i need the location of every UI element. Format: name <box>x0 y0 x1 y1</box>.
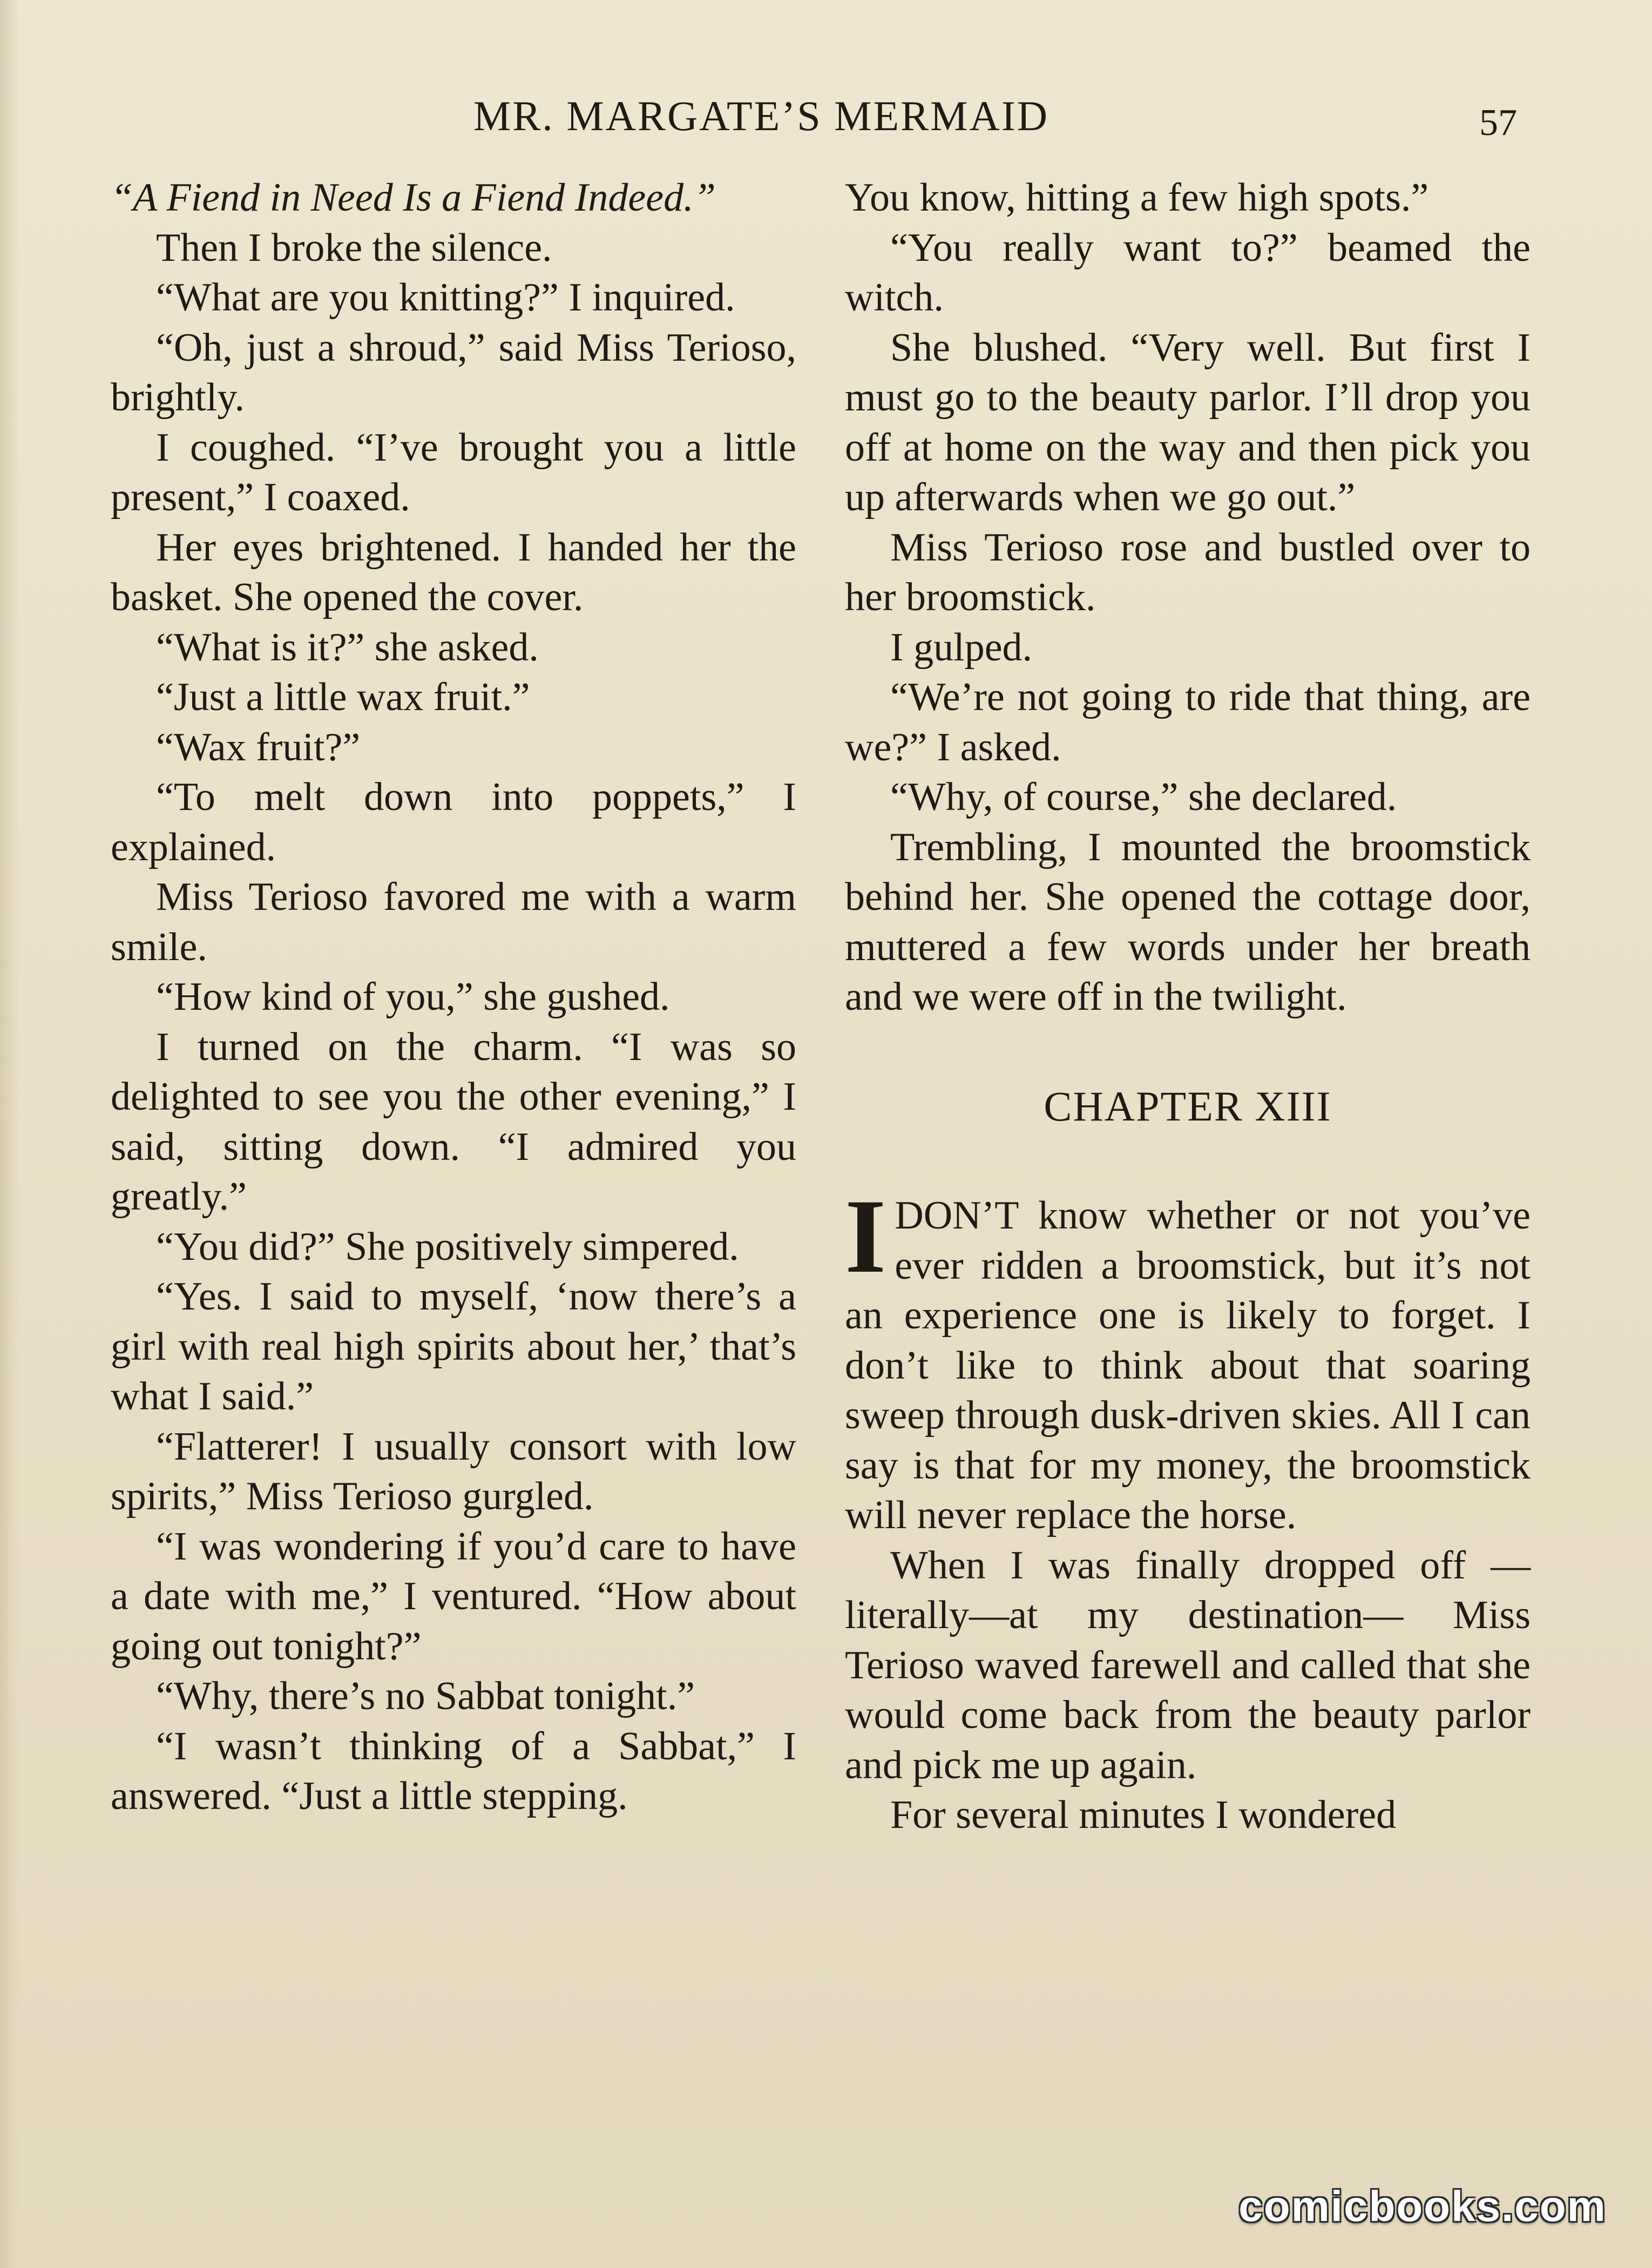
paragraph: Miss Terioso rose and bustled over to her broomstick. <box>845 525 1531 619</box>
running-title: MR. MARGATE’S MERMAID <box>473 92 1050 139</box>
paragraph: “Flatterer! I usually consort with low spirits,” Miss Terioso gurgled. <box>111 1424 796 1518</box>
paragraph: “Why, of course,” she declared. <box>890 775 1397 819</box>
paragraph: When I was finally dropped off —literally—at my destination— Miss Terioso waved farewell and called that she would come back from the beauty parlor and pick me up again. <box>845 1543 1531 1787</box>
paragraph: “What are you knitting?” I inquired. <box>156 275 735 320</box>
paragraph: “Just a little wax fruit.” <box>156 675 530 719</box>
chapter-heading: CHAPTER XIII <box>1044 1082 1332 1130</box>
page-header <box>0 92 1652 146</box>
paragraph: “Yes. I said to myself, ‘now there’s a girl with real high spirits about her,’ that’s what I said.” <box>111 1274 796 1419</box>
paragraph: Her eyes brightened. I handed her the basket. She opened the cover. <box>111 525 796 619</box>
paragraph: “Oh, just a shroud,” said Miss Terioso, brightly. <box>111 325 796 420</box>
paragraph: “Wax fruit?” <box>156 725 361 770</box>
chapter-opening-text: DON’T know whether or not you’ve ever ridden a broomstick, but it’s not an experience one is likely to forget. I don’t like to think about that soaring sweep through dusk-driven skies. All I can say is that for my money, the broomstick will never replace the horse. <box>845 1193 1531 1537</box>
paragraph: “How kind of you,” she gushed. <box>156 975 670 1019</box>
chapter-epigraph: “A Fiend in Need Is a Fiend Indeed.” <box>111 176 716 220</box>
paragraph: She blushed. “Very well. But first I must go to the beauty parlor. I’ll drop you off at home on the way and then pick you up afterwards when we go out.” <box>845 325 1531 519</box>
paragraph: “Why, there’s no Sabbat tonight.” <box>156 1674 695 1718</box>
paragraph: Trembling, I mounted the broomstick behind her. She opened the cottage door, muttered a few words under her breath and we were off in the twilight. <box>845 825 1531 1019</box>
paragraph: “What is it?” she asked. <box>156 625 539 670</box>
paragraph: “You did?” She positively simpered. <box>156 1224 739 1269</box>
paragraph: “We’re not going to ride that thing, are we?” I asked. <box>845 675 1531 770</box>
paragraph: I gulped. <box>890 625 1033 670</box>
paragraph: “I was wondering if you’d care to have a date with me,” I ventured. “How about going out tonight?” <box>111 1524 796 1669</box>
paragraph: “I wasn’t thinking of a Sabbat,” I answered. “Just a little stepping. <box>111 1724 796 1818</box>
paragraph: Then I broke the silence. <box>156 225 552 270</box>
paragraph: Miss Terioso favored me with a warm smile. <box>111 875 796 969</box>
page-number: 57 <box>1479 102 1517 144</box>
paragraph-continued: You know, hitting a few high spots.” <box>845 176 1429 220</box>
paragraph: “To melt down into poppets,” I explained. <box>111 775 796 869</box>
drop-cap: I <box>845 1178 886 1295</box>
chapter-opening-paragraph <box>845 1178 1531 1541</box>
paragraph: I coughed. “I’ve brought you a little present,” I coaxed. <box>111 425 796 519</box>
right-column <box>845 173 1531 1840</box>
left-column <box>111 173 796 1821</box>
watermark-logo: comicbooks.com <box>1238 2182 1607 2230</box>
paragraph: For several minutes I wondered <box>890 1793 1397 1837</box>
paragraph: I turned on the charm. “I was so delighted to see you the other evening,” I said, sitting down. “I admired you greatly.” <box>111 1024 796 1219</box>
paragraph: “You really want to?” beamed the witch. <box>845 225 1531 320</box>
